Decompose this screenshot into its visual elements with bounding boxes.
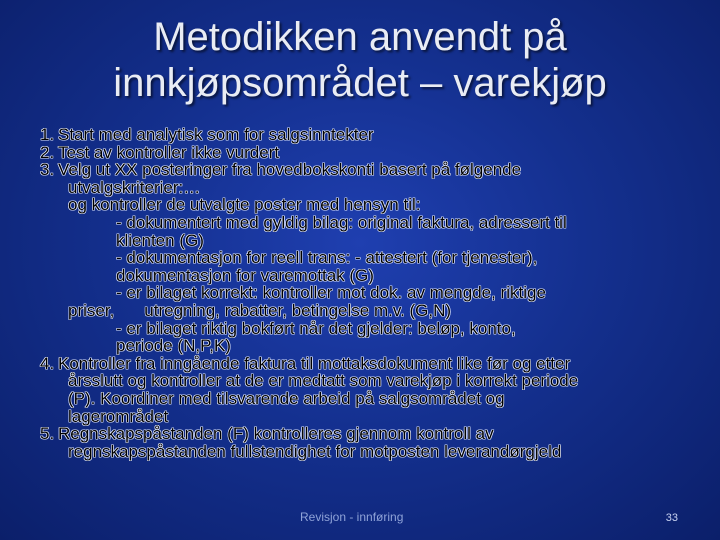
slide-title (0, 14, 720, 106)
slide-footer: Revisjon - innføring (300, 510, 404, 524)
list-item-3-continuation: og kontroller de utvalgte poster med hensyn til: (68, 195, 421, 215)
list-item-4-continuation: årsslutt og kontroller at de er medtatt som varekjøp i korrekt periode (68, 371, 579, 391)
sub-item-line: - er bilaget korrekt: kontroller mot dok. av mengde, riktige (116, 283, 546, 303)
list-item-4-continuation: (P). Koordiner med tilsvarende arbeid på salgsområdet og (68, 388, 505, 408)
list-item-4: 4. Kontroller fra inngående faktura til mottaksdokument like før og etter (40, 353, 571, 373)
list-item-4-continuation: lagerområdet (68, 406, 169, 426)
list-item-1: 1. Start med analytisk som for salgsinntekter (40, 125, 374, 144)
list-item-3-continuation: utvalgskriterier:… (68, 177, 201, 197)
slide-title-line-2: innkjøpsområdet – varekjøp (113, 61, 607, 105)
slide-title-line-1: Metodikken anvendt på (153, 15, 567, 59)
sub-item-line: dokumentasjon for varemottak (G) (116, 265, 374, 285)
slide-body (40, 126, 700, 460)
sub-item-line: - dokumentert med gyldig bilag: original faktura, adressert til (116, 212, 567, 232)
list-item-2: 2. Test av kontroller ikke vurdert (40, 142, 280, 162)
sub-item-line: klienten (G) (116, 230, 204, 250)
sub-item-line: periode (N,P,K) (116, 336, 231, 356)
sub-item-line: - er bilaget riktig bokført når det gjelder: beløp, konto, (116, 318, 516, 338)
list-item-5-continuation: regnskapspåstanden fullstendighet for motposten leverandørgjeld (68, 441, 562, 461)
list-item-3: 3. Velg ut XX posteringer fra hovedbokskonti basert på følgende (40, 160, 522, 180)
sub-item-line: priser, utregning, rabatter, betingelse m.v. (G,N) (68, 300, 452, 320)
slide-number: 33 (665, 512, 678, 524)
list-item-5: 5. Regnskapspåstanden (F) kontrolleres gjennom kontroll av (40, 424, 494, 444)
sub-item-line: - dokumentasjon for reell trans: - attestert (for tjenester), (116, 248, 538, 268)
